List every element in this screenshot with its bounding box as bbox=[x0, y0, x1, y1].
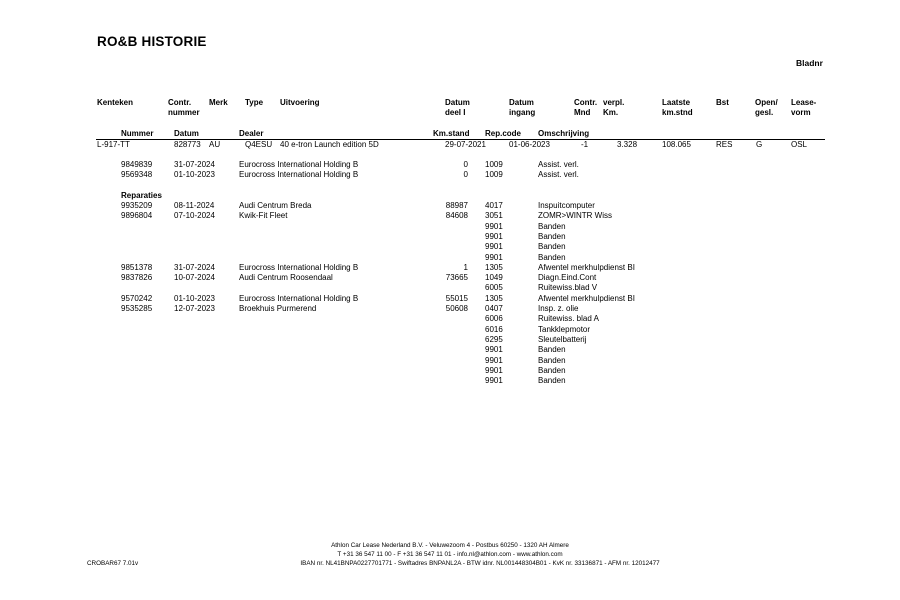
footer-address: Athlon Car Lease Nederland B.V. - Veluwezoom 4 - Postbus 60250 - 1320 AH Almere bbox=[331, 542, 569, 549]
row-nummer: 9535285 bbox=[121, 304, 153, 313]
row-dealer: Kwik-Fit Fleet bbox=[239, 211, 288, 220]
header-datum-ingang bbox=[509, 98, 535, 118]
row-nummer: 9837826 bbox=[121, 273, 153, 282]
header-contr-line2: nummer bbox=[168, 108, 200, 117]
header-contr-mnd bbox=[574, 98, 597, 118]
row-code: 9901 bbox=[485, 366, 503, 375]
section-reparaties: Reparaties bbox=[121, 191, 162, 200]
row-omschrijving: Insp. z. olie bbox=[538, 304, 579, 313]
header-repcode: Rep.code bbox=[485, 129, 522, 138]
header-datum-deel bbox=[445, 98, 470, 118]
row-datum: 10-07-2024 bbox=[174, 273, 215, 282]
row-nummer: 9849839 bbox=[121, 160, 153, 169]
row-datum: 01-10-2023 bbox=[174, 170, 215, 179]
row-dealer: Eurocross International Holding B bbox=[239, 294, 359, 303]
header-uitvoering: Uitvoering bbox=[280, 98, 320, 107]
header-nummer: Nummer bbox=[121, 129, 154, 138]
row-code: 9901 bbox=[485, 253, 503, 262]
header-type: Type bbox=[245, 98, 264, 107]
header-verpl-km bbox=[603, 98, 624, 118]
header-merk: Merk bbox=[209, 98, 228, 107]
header-bst: Bst bbox=[716, 98, 729, 107]
row-datum: 31-07-2024 bbox=[174, 263, 215, 272]
header-datum-deel-line2: deel I bbox=[445, 108, 466, 117]
header-dealer: Dealer bbox=[239, 129, 264, 138]
vehicle-verpl-km: 3.328 bbox=[617, 140, 638, 149]
vehicle-type: Q4ESU bbox=[245, 140, 273, 149]
header-verpl-line1: verpl. bbox=[603, 98, 625, 107]
vehicle-bst: RES bbox=[716, 140, 733, 149]
row-dealer: Eurocross International Holding B bbox=[239, 263, 359, 272]
header-contr-line1: Contr. bbox=[168, 98, 192, 107]
row-omschrijving: Diagn.Eind.Cont bbox=[538, 273, 597, 282]
vehicle-uitvoering: 40 e-tron Launch edition 5D bbox=[280, 140, 379, 149]
vehicle-merk: AU bbox=[209, 140, 221, 149]
row-km: 1 bbox=[463, 263, 468, 272]
header-open-gesl bbox=[755, 98, 778, 118]
row-omschrijving: Sleutelbatterij bbox=[538, 335, 587, 344]
row-code: 9901 bbox=[485, 222, 503, 231]
bladnr-label: Bladnr bbox=[796, 58, 823, 68]
row-datum: 31-07-2024 bbox=[174, 160, 215, 169]
header-lease-line2: vorm bbox=[791, 108, 811, 117]
row-datum: 01-10-2023 bbox=[174, 294, 215, 303]
row-code: 0407 bbox=[485, 304, 503, 313]
footer-contact: T +31 36 547 11 00 - F +31 36 547 11 01 - info.nl@athlon.com - www.athlon.com bbox=[337, 551, 563, 558]
vehicle-contr-mnd: -1 bbox=[581, 140, 589, 149]
row-code: 9901 bbox=[485, 242, 503, 251]
row-omschrijving: Banden bbox=[538, 232, 566, 241]
row-omschrijving: Assist. verl. bbox=[538, 170, 579, 179]
row-nummer: 9935209 bbox=[121, 201, 153, 210]
vehicle-datum-ingang: 01-06-2023 bbox=[509, 140, 550, 149]
row-km: 73665 bbox=[445, 273, 468, 282]
row-datum: 12-07-2023 bbox=[174, 304, 215, 313]
vehicle-contract: 828773 bbox=[174, 140, 201, 149]
row-code: 1305 bbox=[485, 263, 503, 272]
header-laatste-line1: Laatste bbox=[662, 98, 691, 107]
vehicle-open-gesl: G bbox=[756, 140, 763, 149]
header-open-line2: gesl. bbox=[755, 108, 774, 117]
header-contr-mnd-line2: Mnd bbox=[574, 108, 591, 117]
row-code: 3051 bbox=[485, 211, 503, 220]
row-omschrijving: Banden bbox=[538, 366, 566, 375]
row-dealer: Audi Centrum Breda bbox=[239, 201, 312, 210]
header-datum-ingang-line1: Datum bbox=[509, 98, 534, 107]
row-km: 0 bbox=[463, 170, 468, 179]
row-code: 6005 bbox=[485, 283, 503, 292]
row-dealer: Audi Centrum Roosendaal bbox=[239, 273, 333, 282]
row-code: 1049 bbox=[485, 273, 503, 282]
row-km: 88987 bbox=[445, 201, 468, 210]
row-dealer: Broekhuis Purmerend bbox=[239, 304, 317, 313]
row-omschrijving: Tankklepmotor bbox=[538, 325, 591, 334]
header-datum: Datum bbox=[174, 129, 199, 138]
row-code: 9901 bbox=[485, 232, 503, 241]
header-laatste-kmstnd bbox=[662, 98, 693, 118]
vehicle-kenteken: L-917-TT bbox=[97, 140, 130, 149]
header-contr-nummer bbox=[168, 98, 200, 118]
row-omschrijving: Banden bbox=[538, 376, 566, 385]
row-code: 9901 bbox=[485, 356, 503, 365]
row-omschrijving: Inspuitcomputer bbox=[538, 201, 595, 210]
row-datum: 07-10-2024 bbox=[174, 211, 215, 220]
row-km: 55015 bbox=[445, 294, 468, 303]
footer-registration: IBAN nr. NL41BNPA0227701771 - Swiftadres BNPANL2A - BTW idnr. NL001448304B01 - KvK nr. 33136871 - AFM nr. 12012477 bbox=[300, 560, 660, 567]
vehicle-laatste-km: 108.065 bbox=[662, 140, 691, 149]
row-code: 1009 bbox=[485, 160, 503, 169]
row-datum: 08-11-2024 bbox=[174, 201, 215, 210]
row-nummer: 9851378 bbox=[121, 263, 153, 272]
header-laatste-line2: km.stnd bbox=[662, 108, 693, 117]
header-lease-line1: Lease- bbox=[791, 98, 817, 107]
row-dealer: Eurocross International Holding B bbox=[239, 170, 359, 179]
row-omschrijving: Banden bbox=[538, 345, 566, 354]
vehicle-leasevorm: OSL bbox=[791, 140, 808, 149]
row-nummer: 9570242 bbox=[121, 294, 153, 303]
row-omschrijving: Afwentel merkhulpdienst BI bbox=[538, 294, 635, 303]
row-km: 84608 bbox=[445, 211, 468, 220]
row-nummer: 9569348 bbox=[121, 170, 153, 179]
header-leasevorm bbox=[791, 98, 816, 118]
header-datum-deel-line1: Datum bbox=[445, 98, 470, 107]
row-code: 1305 bbox=[485, 294, 503, 303]
vehicle-datum-deel: 29-07-2021 bbox=[445, 140, 486, 149]
header-contr-mnd-line1: Contr. bbox=[574, 98, 598, 107]
row-omschrijving: Assist. verl. bbox=[538, 160, 579, 169]
header-datum-ingang-line2: ingang bbox=[509, 108, 536, 117]
row-code: 6295 bbox=[485, 335, 503, 344]
row-omschrijving: Ruitewiss. blad A bbox=[538, 314, 599, 323]
row-omschrijving: Banden bbox=[538, 356, 566, 365]
row-omschrijving: Banden bbox=[538, 222, 566, 231]
header-kmstand: Km.stand bbox=[433, 129, 470, 138]
page-title: RO&B HISTORIE bbox=[97, 34, 207, 49]
row-omschrijving: ZOMR>WINTR Wiss bbox=[538, 211, 612, 220]
header-omschrijving: Omschrijving bbox=[538, 129, 590, 138]
row-code: 6016 bbox=[485, 325, 503, 334]
row-km: 50608 bbox=[445, 304, 468, 313]
header-open-line1: Open/ bbox=[755, 98, 778, 107]
footer-version: CROBAR67 7.01v bbox=[87, 560, 139, 567]
row-code: 1009 bbox=[485, 170, 503, 179]
row-omschrijving: Banden bbox=[538, 242, 566, 251]
row-code: 9901 bbox=[485, 376, 503, 385]
row-code: 6006 bbox=[485, 314, 503, 323]
row-code: 4017 bbox=[485, 201, 503, 210]
row-nummer: 9896804 bbox=[121, 211, 153, 220]
row-omschrijving: Afwentel merkhulpdienst BI bbox=[538, 263, 635, 272]
row-code: 9901 bbox=[485, 345, 503, 354]
header-kenteken: Kenteken bbox=[97, 98, 134, 107]
row-omschrijving: Ruitewiss.blad V bbox=[538, 283, 598, 292]
row-omschrijving: Banden bbox=[538, 253, 566, 262]
header-verpl-line2: Km. bbox=[603, 108, 619, 117]
row-km: 0 bbox=[463, 160, 468, 169]
row-dealer: Eurocross International Holding B bbox=[239, 160, 359, 169]
